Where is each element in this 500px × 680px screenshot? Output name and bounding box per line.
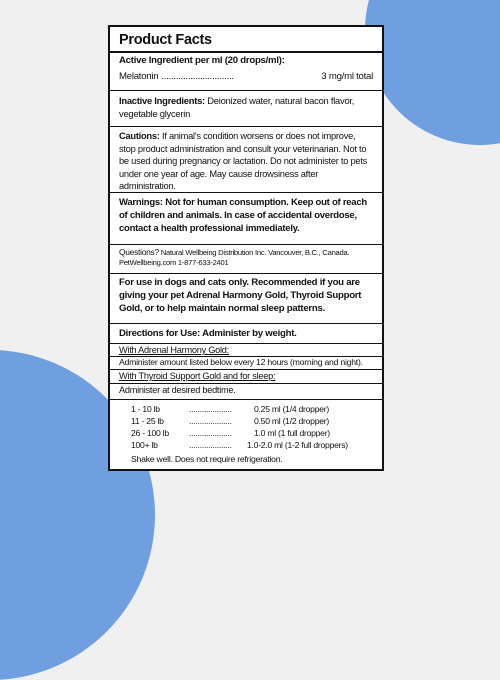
dosing-dots: .................... <box>189 439 232 450</box>
dosing-row <box>119 404 373 416</box>
questions-section <box>110 245 382 274</box>
questions-text: Natural Wellbeing Distribution Inc. Vancouver, B.C., Canada. PetWellbeing.com 1-877-633-2401 <box>119 248 350 267</box>
dosing-row <box>119 440 373 452</box>
dosing-dots: .................... <box>189 427 232 438</box>
adrenal-text: Administer amount listed below every 12 hours (morning and night). <box>110 357 382 370</box>
warnings-section: Warnings: Not for human consumption. Keep out of reach of children and animals. In case of accidental overdose, contact a health professional immediately. <box>110 193 382 245</box>
shake-note: Shake well. Does not require refrigeration. <box>131 454 283 465</box>
product-facts-label <box>108 25 384 471</box>
dosing-row <box>119 416 373 428</box>
cautions-text: If animal's condition worsens or does not improve, stop product administration and consult your veterinarian. Not to be used during pregnancy or lactation. Do not administer to pets under one year of age. May cause drowsiness after administration. <box>119 131 368 192</box>
directions-header: Directions for Use: Administer by weight. <box>110 328 382 344</box>
dosing-amount: 0.25 ml (1/4 dropper) <box>254 403 329 414</box>
active-ingredient-amount: 3 mg/ml total <box>321 70 373 82</box>
dosing-amount: 1.0-2.0 ml (1-2 full droppers) <box>247 439 348 450</box>
inactive-label: Inactive Ingredients: <box>119 95 205 106</box>
dosing-table <box>119 404 373 466</box>
dosing-weight: 26 - 100 lb <box>131 427 169 438</box>
active-ingredient-name: Melatonin <box>119 70 159 82</box>
cautions-section <box>110 127 382 193</box>
dosing-weight: 11 - 25 lb <box>131 415 164 426</box>
cautions-label: Cautions: <box>119 131 160 141</box>
inactive-text: Deionized water, natural bacon flavor, vegetable glycerin <box>119 95 355 119</box>
dosing-amount: 1.0 ml (1 full dropper) <box>254 427 330 438</box>
active-ingredient-section <box>110 53 382 91</box>
decorative-blob-top-right <box>365 0 500 145</box>
label-title: Product Facts <box>110 27 382 53</box>
dosing-row <box>119 428 373 440</box>
dosing-dots: .................... <box>189 415 232 426</box>
adrenal-header: With Adrenal Harmony Gold: <box>110 344 382 357</box>
dosing-amount: 0.50 ml (1/2 dropper) <box>254 415 329 426</box>
questions-lead: Questions? <box>119 247 159 257</box>
inactive-ingredients-section <box>110 91 382 127</box>
dosing-dots: .................... <box>189 403 232 414</box>
dosing-weight: 100+ lb <box>131 439 158 450</box>
thyroid-header: With Thyroid Support Gold and for sleep: <box>110 370 382 383</box>
active-ingredient-header: Active Ingredient per ml (20 drops/ml): <box>119 55 285 66</box>
directions-section <box>110 324 382 466</box>
active-ingredient-row <box>119 71 373 84</box>
use-statement-section: For use in dogs and cats only. Recommended if you are giving your pet Adrenal Harmony Gold, Thyroid Support Gold, or to help maintain normal sleep patterns. <box>110 274 382 324</box>
thyroid-text: Administer at desired bedtime. <box>110 384 382 400</box>
dosing-weight: 1 - 10 lb <box>131 403 160 414</box>
active-ingredient-dots: .............................. <box>161 70 234 82</box>
